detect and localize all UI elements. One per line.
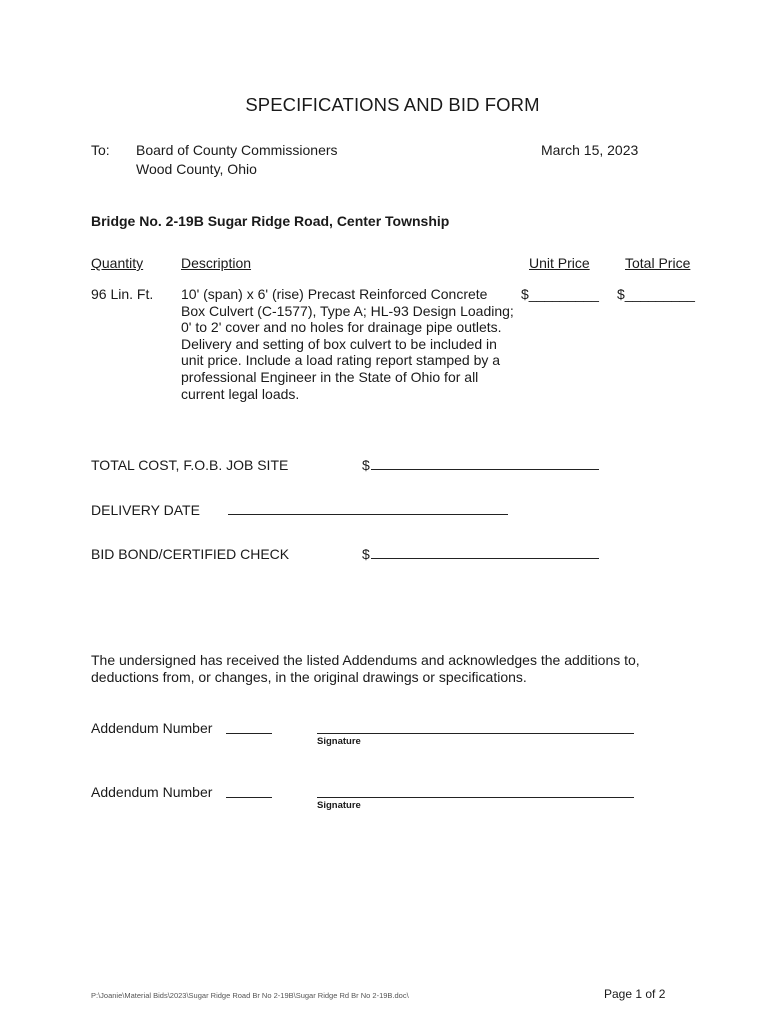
page-number: Page 1 of 2 <box>604 987 666 1001</box>
signature-field-2[interactable] <box>317 797 634 798</box>
description-line: professional Engineer in the State of Ohio for all <box>181 368 479 385</box>
description-line: Delivery and setting of box culvert to be included in <box>181 335 497 352</box>
signature-label-1: Signature <box>317 736 361 747</box>
description-line: 0' to 2' cover and no holes for drainage pipe outlets. <box>181 319 502 336</box>
page-title: SPECIFICATIONS AND BID FORM <box>245 94 540 115</box>
to-label: To: <box>91 142 110 158</box>
total-price-field[interactable]: $_________ <box>617 286 695 302</box>
recipient-line-1: Board of County Commissioners <box>136 142 338 158</box>
delivery-date-field[interactable] <box>228 514 508 515</box>
description-line: current legal loads. <box>181 385 300 402</box>
header-total-price: Total Price <box>625 255 691 271</box>
addendum-number-field-1[interactable] <box>226 733 272 734</box>
delivery-date-label: DELIVERY DATE <box>91 502 200 518</box>
signature-field-1[interactable] <box>317 733 634 734</box>
bid-bond-label: BID BOND/CERTIFIED CHECK <box>91 546 290 562</box>
row-description <box>181 286 521 402</box>
header-unit-price: Unit Price <box>529 255 590 271</box>
description-line: Box Culvert (C-1577), Type A; HL-93 Design Loading; <box>181 302 514 319</box>
addendum-label-1: Addendum Number <box>91 720 213 736</box>
project-heading: Bridge No. 2-19B Sugar Ridge Road, Center Township <box>91 213 450 229</box>
acknowledgement-line-2: deductions from, or changes, in the original drawings or specifications. <box>91 669 527 685</box>
bid-bond-dollar-sign: $ <box>362 546 370 562</box>
total-cost-label: TOTAL COST, F.O.B. JOB SITE <box>91 457 289 473</box>
description-line: 10' (span) x 6' (rise) Precast Reinforced Concrete <box>181 286 488 302</box>
acknowledgement-line-1: The undersigned has received the listed Addendums and acknowledges the additions to, <box>91 652 640 668</box>
signature-label-2: Signature <box>317 800 361 811</box>
total-cost-dollar-sign: $ <box>362 457 370 473</box>
document-date: March 15, 2023 <box>541 142 639 158</box>
unit-price-field[interactable]: $_________ <box>521 286 599 302</box>
bid-bond-field[interactable] <box>371 558 599 559</box>
footer-file-path: P:\Joanie\Material Bids\2023\Sugar Ridge Road Br No 2-19B\Sugar Ridge Rd Br No 2-19B.doc\ <box>91 991 409 1000</box>
total-cost-field[interactable] <box>371 469 599 470</box>
recipient-line-2: Wood County, Ohio <box>136 161 257 177</box>
addendum-number-field-2[interactable] <box>226 797 272 798</box>
header-quantity: Quantity <box>91 255 144 271</box>
description-line: unit price. Include a load rating report stamped by a <box>181 352 501 369</box>
addendum-label-2: Addendum Number <box>91 784 213 800</box>
header-description: Description <box>181 255 252 271</box>
row-quantity: 96 Lin. Ft. <box>91 286 154 302</box>
